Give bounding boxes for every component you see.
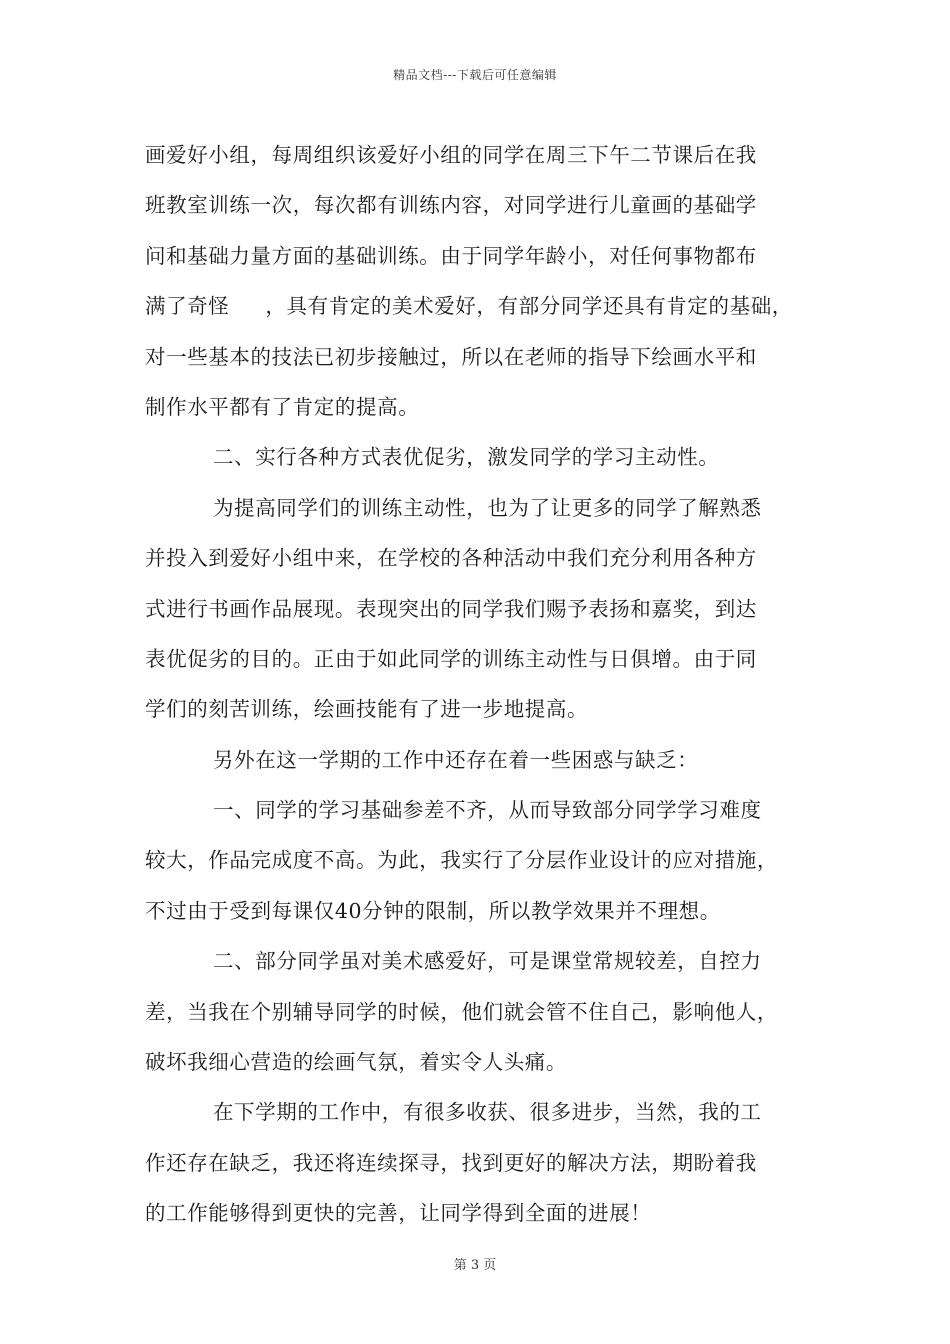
text-line: 表优促劣的目的。正由于如此同学的训练主动性与日俱增。由于同	[145, 646, 757, 671]
text-line: 班教室训练一次，每次都有训练内容，对同学进行儿童画的基础学	[145, 193, 757, 218]
section-heading: 二、实行各种方式表优促劣，激发同学的学习主动性。	[213, 445, 720, 470]
text-line: 为提高同学们的训练主动性，也为了让更多的同学了解熟悉	[213, 495, 762, 520]
text-line: 不过由于受到每课仅40分钟的限制，所以教学效果并不理想。	[145, 898, 721, 923]
text-line: 式进行书画作品展现。表现突出的同学我们赐予表扬和嘉奖，到达	[145, 596, 757, 621]
text-line: 在下学期的工作中，有很多收获、很多进步，当然，我的工	[213, 1100, 762, 1125]
text-line: 较大，作品完成度不高。为此，我实行了分层作业设计的应对措施，	[145, 848, 778, 873]
text-line: 破坏我细心营造的绘画气氛，着实令人头痛。	[145, 1050, 567, 1075]
text-line: 二、部分同学虽对美术感爱好，可是课堂常规较差，自控力	[213, 949, 762, 974]
text-line: 一、同学的学习基础参差不齐，从而导致部分同学学习难度	[213, 798, 762, 823]
text-line: 并投入到爱好小组中来，在学校的各种活动中我们充分利用各种方	[145, 546, 757, 571]
text-segment: ，具有肯定的美术爱好，有部分同学还具有肯定的基础，	[265, 294, 793, 319]
document-body	[145, 130, 815, 1239]
text-line: 的工作能够得到更快的完善，让同学得到全面的进展！	[145, 1201, 652, 1226]
text-line: 另外在这一学期的工作中还存在着一些困惑与缺乏：	[213, 747, 699, 772]
text-line: 差，当我在个别辅导同学的时候，他们就会管不住自己，影响他人，	[145, 999, 778, 1024]
text-line: 作还存在缺乏，我还将连续探寻，找到更好的解决方法，期盼着我	[145, 1150, 757, 1175]
text-line: 学们的刻苦训练，绘画技能有了进一步地提高。	[145, 697, 589, 722]
text-line: 问和基础力量方面的基础训练。由于同学年龄小，对任何事物都布	[145, 243, 757, 268]
text-line: 对一些基本的技法已初步接触过，所以在老师的指导下绘画水平和	[145, 344, 757, 369]
page-header: 精品文档---下载后可任意编辑	[393, 68, 557, 82]
text-line: 制作水平都有了肯定的提高。	[145, 394, 420, 419]
page-number: 第 3 页	[453, 1258, 497, 1273]
text-line	[145, 281, 815, 331]
text-line: 画爱好小组，每周组织该爱好小组的同学在周三下午二节课后在我	[145, 143, 757, 167]
text-segment: 满了奇怪	[145, 294, 230, 319]
